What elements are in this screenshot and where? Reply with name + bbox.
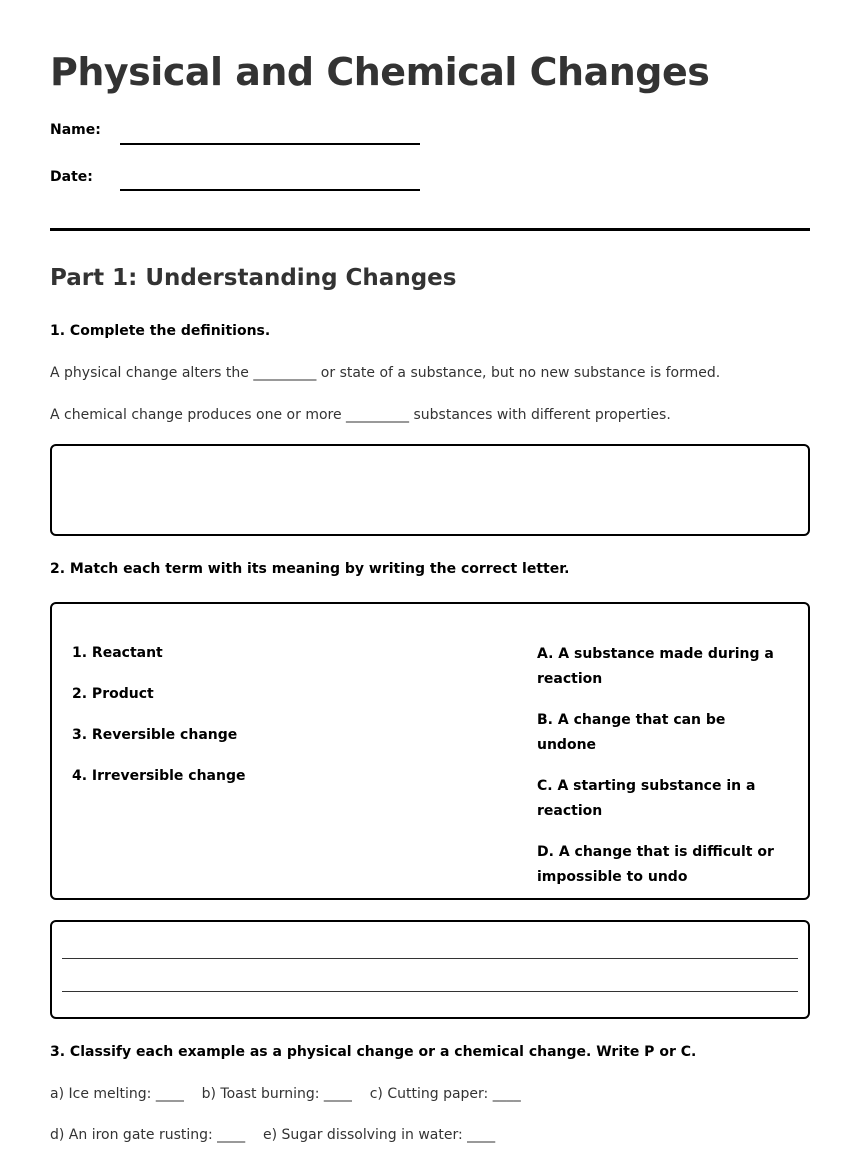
meaning-item: C. A starting substance in a reaction	[537, 778, 756, 819]
date-label: Date:	[50, 169, 93, 185]
question-2-prompt: 2. Match each term with its meaning by writing the correct letter.	[50, 561, 570, 577]
question-1-prompt: 1. Complete the definitions.	[50, 323, 271, 339]
meanings-list	[537, 642, 787, 906]
part-1-heading: Part 1: Understanding Changes	[50, 265, 457, 291]
meaning-item: D. A change that is difficult or impossible to undo	[537, 844, 774, 885]
meaning-item: A. A substance made during a reaction	[537, 646, 774, 687]
name-label: Name:	[50, 122, 101, 138]
date-line[interactable]	[120, 189, 420, 191]
classify-line-1: a) Ice melting: ____ b) Toast burning: ____ c) Cutting paper: ____	[50, 1086, 521, 1102]
matching-box	[50, 602, 810, 900]
meaning-item: B. A change that can be undone	[537, 712, 726, 753]
answer-box-question-1[interactable]	[50, 444, 810, 536]
definition-sentence-1: A physical change alters the _________ or state of a substance, but no new substance is formed.	[50, 365, 721, 381]
name-line[interactable]	[120, 143, 420, 145]
answer-line[interactable]	[62, 991, 798, 992]
definition-sentence-2: A chemical change produces one or more _________ substances with different properties.	[50, 407, 671, 423]
term-item: 1. Reactant	[72, 645, 163, 661]
term-item: 4. Irreversible change	[72, 768, 246, 784]
answer-box-question-2	[50, 920, 810, 1019]
answer-line[interactable]	[62, 958, 798, 959]
term-item: 3. Reversible change	[72, 727, 238, 743]
terms-list	[72, 642, 246, 806]
header-divider	[50, 228, 810, 231]
worksheet-title: Physical and Chemical Changes	[50, 50, 710, 94]
classify-line-2: d) An iron gate rusting: ____ e) Sugar dissolving in water: ____	[50, 1127, 496, 1143]
question-3-prompt: 3. Classify each example as a physical change or a chemical change. Write P or C.	[50, 1044, 697, 1060]
term-item: 2. Product	[72, 686, 154, 702]
